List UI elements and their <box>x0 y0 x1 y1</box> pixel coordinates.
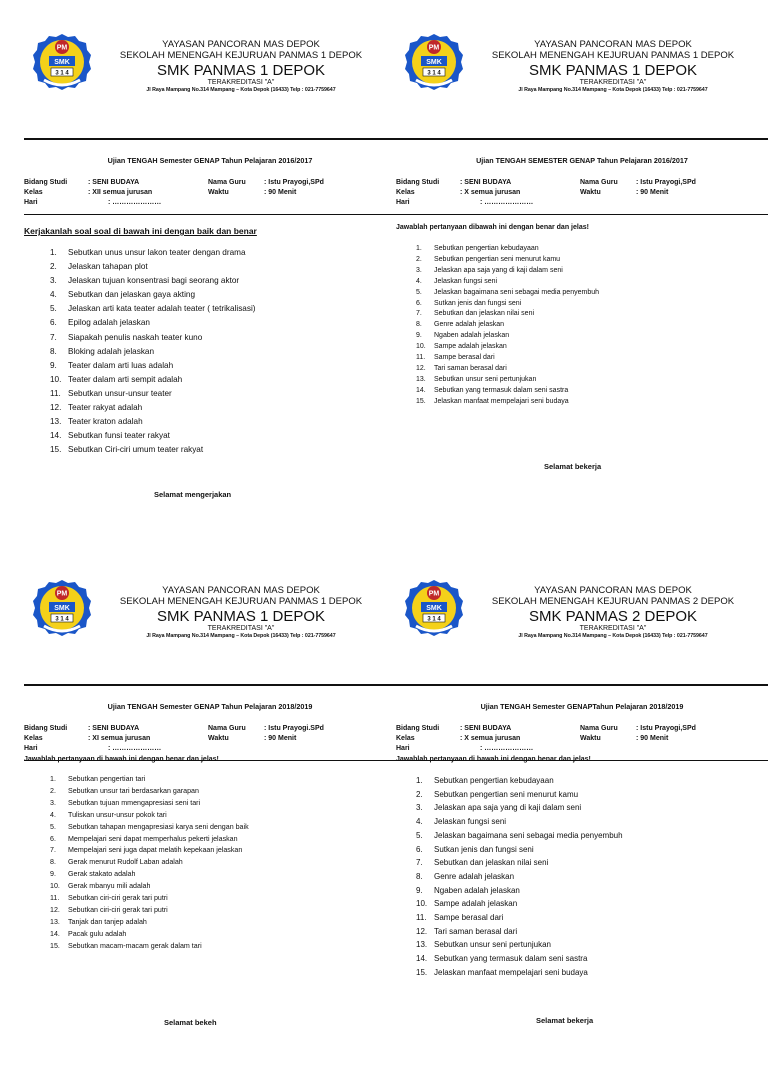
meta-divider <box>24 214 396 215</box>
question-item <box>416 364 599 375</box>
question-item <box>416 938 623 952</box>
question-text: Genre adalah jelaskan <box>434 321 505 329</box>
question-text: Sampe adalah jelaskan <box>434 899 518 909</box>
question-number: 7. <box>416 310 422 318</box>
closing-text: Selamat bekerja <box>536 1016 594 1025</box>
question-text: Sebutkan dan jelaskan nilai seni <box>434 858 549 868</box>
school-header <box>86 40 396 93</box>
exam-meta-right <box>580 178 768 198</box>
question-text: Sebutkan funsi teater rakyat <box>68 431 170 441</box>
teacher-label: Nama Guru <box>580 179 618 186</box>
logo-text-middle: SMK <box>426 605 442 612</box>
question-item <box>50 331 256 345</box>
exam-title: Ujian TENGAH Semester GENAP Tahun Pelajaran 2018/2019 <box>107 702 313 711</box>
question-item <box>416 320 599 331</box>
foundation-name: YAYASAN PANCORAN MAS DEPOK <box>162 585 320 596</box>
accreditation: TERAKREDITASI "A" <box>579 79 647 87</box>
question-number: 15. <box>416 397 426 405</box>
question-text: Sebutkan pengertian tari <box>68 775 146 783</box>
question-item <box>416 952 623 966</box>
question-text: Sebutkan ciri-ciri gerak tari putri <box>68 894 168 903</box>
exam-meta-right <box>208 178 396 198</box>
question-number: 15. <box>50 941 60 950</box>
school-address: Jl Raya Mampang No.314 Mampang – Kota Depok (16433) Telp : 021-7759647 <box>518 87 708 94</box>
question-item <box>50 429 256 443</box>
question-item <box>50 345 256 359</box>
question-item <box>416 829 623 843</box>
foundation-name: YAYASAN PANCORAN MAS DEPOK <box>534 585 692 596</box>
question-number: 5. <box>50 822 56 831</box>
question-text: Jelaskan tahapan plot <box>68 262 148 272</box>
question-text: Ngaben adalah jelaskan <box>434 885 520 895</box>
question-text: Jelaskan apa saja yang di kaji dalam seni <box>434 266 563 274</box>
question-number: 13. <box>416 375 426 383</box>
question-item <box>416 255 599 266</box>
question-number: 12. <box>416 926 428 936</box>
question-number: 3. <box>50 276 57 286</box>
question-number: 1. <box>50 248 57 257</box>
question-item <box>416 870 623 884</box>
meta-divider <box>396 214 768 215</box>
question-text: Sebutkan pengertian seni menurut kamu <box>434 255 561 263</box>
question-number: 6. <box>50 318 57 328</box>
question-item <box>50 443 256 457</box>
question-number: 6. <box>416 299 422 307</box>
exam-meta-left <box>24 178 224 208</box>
exam-title: Ujian TENGAH Semester GENAPTahun Pelajaran 2018/2019 <box>480 702 684 711</box>
question-text: Gerak menurut Rudolf Laban adalah <box>68 858 183 867</box>
teacher-value: : Istu Prayogi,SPd <box>636 725 696 732</box>
question-text: Jelaskan arti kata teater adalah teater ( tetrikalisasi) <box>68 304 256 314</box>
question-number: 6. <box>416 844 423 854</box>
question-item <box>416 288 599 299</box>
question-text: Bloking adalah jelaskan <box>68 346 155 356</box>
question-item <box>50 387 256 401</box>
class-label: Kelas <box>24 735 43 742</box>
logo-text-bottom: 3 1 4 <box>55 70 69 77</box>
question-number: 9. <box>416 332 422 340</box>
question-list <box>50 246 256 457</box>
instruction-text: Kerjakanlah soal soal di bawah ini dengan baik dan benar <box>24 226 257 236</box>
question-number: 11. <box>50 894 60 903</box>
day-value: : ………………… <box>480 199 534 206</box>
class-value: : X semua jurusan <box>460 189 521 196</box>
question-text: Tanjak dan tanjep adalah <box>68 917 147 926</box>
question-text: Sampe berasal dari <box>434 354 495 362</box>
question-item <box>416 966 623 980</box>
question-number: 11. <box>50 388 61 398</box>
question-item <box>50 401 256 415</box>
question-text: Sebutkan dan jelaskan gaya akting <box>68 290 195 300</box>
day-value: : ………………… <box>108 199 162 206</box>
question-text: Sebutkan ciri-ciri gerak tari putri <box>68 905 168 914</box>
question-number: 10. <box>416 343 426 351</box>
question-item <box>50 893 249 905</box>
question-item <box>50 929 249 941</box>
question-number: 15. <box>50 445 62 455</box>
teacher-value: : Istu Prayogi.SPd <box>264 725 324 732</box>
question-list <box>50 774 249 953</box>
question-number: 9. <box>50 360 57 370</box>
question-number: 14. <box>416 386 426 394</box>
question-item <box>50 810 249 822</box>
duration-label: Waktu <box>208 735 229 742</box>
question-number: 2. <box>50 786 56 795</box>
exam-title: Ujian TENGAH SEMESTER GENAP Tahun Pelajaran 2016/2017 <box>476 156 688 165</box>
question-item <box>50 274 256 288</box>
day-label: Hari <box>24 745 38 752</box>
subject-value: : SENI BUDAYA <box>88 179 140 186</box>
logo-text-top: PM <box>428 590 440 598</box>
question-item <box>50 941 249 953</box>
question-item <box>50 774 249 786</box>
question-item <box>50 917 249 929</box>
school-header <box>86 586 396 639</box>
question-number: 2. <box>50 262 57 272</box>
question-item <box>416 309 599 320</box>
logo-text-middle: SMK <box>54 59 70 66</box>
question-number: 1. <box>416 245 422 252</box>
header-divider <box>396 684 768 686</box>
logo-text-middle: SMK <box>426 59 442 66</box>
subject-value: : SENI BUDAYA <box>460 725 512 732</box>
exam-panel-1 <box>24 30 396 530</box>
question-number: 7. <box>50 332 57 342</box>
question-number: 6. <box>50 834 56 843</box>
exam-panel-4 <box>396 576 768 1076</box>
school-short-name: SMK PANMAS 1 DEPOK <box>156 61 326 79</box>
closing-text: Selamat bekeh <box>164 1018 217 1027</box>
question-text: Sebutkan unsur seni pertunjukan <box>434 940 551 950</box>
class-value: : XII semua jurusan <box>88 189 153 196</box>
question-item <box>50 786 249 798</box>
question-number: 13. <box>50 917 60 926</box>
question-number: 13. <box>50 417 62 427</box>
question-text: Sebutkan pengertian kebudayaan <box>434 776 554 785</box>
question-item <box>50 316 256 330</box>
teacher-label: Nama Guru <box>580 725 618 732</box>
accreditation: TERAKREDITASI "A" <box>207 79 275 87</box>
question-item <box>416 244 599 255</box>
closing-text: Selamat mengerjakan <box>154 490 232 499</box>
question-text: Gerak mbanyu mili adalah <box>68 882 151 891</box>
question-text: Sebutkan tahapan mengapresiasi karya seni dengan baik <box>68 822 249 831</box>
question-item <box>50 834 249 846</box>
exam-meta-right <box>208 724 396 744</box>
question-number: 5. <box>416 288 422 296</box>
question-text: Jelaskan manfaat mempelajari seni budaya <box>434 397 569 405</box>
question-list <box>416 774 623 980</box>
question-number: 15. <box>416 967 428 977</box>
question-number: 1. <box>50 775 56 783</box>
question-item <box>416 375 599 386</box>
question-number: 14. <box>416 954 428 964</box>
school-full-name: SEKOLAH MENENGAH KEJURUAN PANMAS 1 DEPOK <box>119 595 363 607</box>
question-number: 10. <box>50 374 62 384</box>
school-short-name: SMK PANMAS 1 DEPOK <box>156 607 326 625</box>
day-label: Hari <box>24 199 38 206</box>
duration-value: : 90 Menit <box>264 735 297 742</box>
logo-text-bottom: 3 1 4 <box>427 70 441 77</box>
day-label: Hari <box>396 199 410 206</box>
question-number: 9. <box>416 885 423 895</box>
duration-value: : 90 Menit <box>636 189 669 196</box>
question-item <box>50 905 249 917</box>
question-text: Tari saman berasal dari <box>434 926 518 936</box>
question-text: Tuliskan unsur-unsur pokok tari <box>68 810 167 819</box>
teacher-value: : Istu Prayogi,SPd <box>264 179 324 186</box>
question-number: 5. <box>416 830 423 840</box>
question-number: 10. <box>416 899 428 909</box>
question-number: 12. <box>50 905 60 914</box>
question-text: Jelaskan fungsi seni <box>434 277 498 285</box>
question-number: 14. <box>50 929 60 938</box>
question-item <box>50 260 256 274</box>
header-divider <box>24 138 396 140</box>
class-value: : XI semua jurusan <box>88 735 151 742</box>
class-label: Kelas <box>396 735 415 742</box>
question-text: Teater dalam arti luas adalah <box>68 360 174 370</box>
question-number: 2. <box>416 789 423 799</box>
subject-label: Bidang Studi <box>396 179 440 186</box>
closing-text: Selamat bekerja <box>544 462 602 471</box>
day-value: : ………………… <box>480 745 534 752</box>
subject-value: : SENI BUDAYA <box>88 725 140 732</box>
question-number: 3. <box>416 803 423 813</box>
question-number: 1. <box>416 776 423 785</box>
school-short-name: SMK PANMAS 2 DEPOK <box>528 607 698 625</box>
teacher-label: Nama Guru <box>208 179 246 186</box>
question-text: Sebutkan unsur seni pertunjukan <box>434 375 537 383</box>
exam-panel-3 <box>24 576 396 1076</box>
question-number: 12. <box>50 403 62 413</box>
question-text: Sutkan jenis dan fungsi seni <box>434 844 534 854</box>
question-text: Mempelajari seni juga dapat melatih kepekaan jelaskan <box>68 846 243 855</box>
logo-text-bottom: 3 1 4 <box>55 616 69 623</box>
question-item <box>50 415 256 429</box>
question-item <box>50 288 256 302</box>
duration-value: : 90 Menit <box>264 189 297 196</box>
question-item <box>416 788 623 802</box>
question-text: Sebutkan unus unsur lakon teater dengan drama <box>68 248 246 257</box>
question-item <box>416 856 623 870</box>
question-text: Jelaskan fungsi seni <box>434 817 507 827</box>
question-text: Jelaskan manfaat mempelajari seni budaya <box>434 967 588 977</box>
question-text: Jelaskan apa saja yang di kaji dalam seni <box>434 803 582 813</box>
instruction-text: Jawablah pertanyaan di bawah ini dengan benar dan jelas! <box>24 756 219 763</box>
school-header <box>458 586 768 639</box>
question-item <box>416 342 599 353</box>
question-number: 4. <box>50 810 56 819</box>
header-divider <box>396 138 768 140</box>
question-text: Sampe berasal dari <box>434 913 504 923</box>
question-number: 4. <box>416 277 422 285</box>
school-logo-icon <box>402 576 466 640</box>
question-item <box>416 801 623 815</box>
question-number: 8. <box>50 858 56 867</box>
question-item <box>50 822 249 834</box>
exam-meta-left <box>396 724 596 754</box>
exam-title: Ujian TENGAH Semester GENAP Tahun Pelajaran 2016/2017 <box>107 156 313 165</box>
question-number: 7. <box>50 846 56 855</box>
school-full-name: SEKOLAH MENENGAH KEJURUAN PANMAS 1 DEPOK <box>491 49 735 61</box>
question-text: Sutkan jenis dan fungsi seni <box>434 299 522 307</box>
question-item <box>50 857 249 869</box>
question-text: Teater kraton adalah <box>68 417 143 427</box>
class-label: Kelas <box>396 189 415 196</box>
school-address: Jl Raya Mampang No.314 Mampang – Kota Depok (16433) Telp : 021-7759647 <box>518 633 708 640</box>
question-text: Teater dalam arti sempit adalah <box>68 374 183 384</box>
school-full-name: SEKOLAH MENENGAH KEJURUAN PANMAS 1 DEPOK <box>119 49 363 61</box>
question-number: 4. <box>50 290 57 300</box>
logo-text-bottom: 3 1 4 <box>427 616 441 623</box>
question-text: Siapakah penulis naskah teater kuno <box>68 332 203 342</box>
question-text: Sebutkan yang termasuk dalam seni sastra <box>434 954 588 964</box>
school-address: Jl Raya Mampang No.314 Mampang – Kota Depok (16433) Telp : 021-7759647 <box>146 633 336 640</box>
question-text: Sebutkan dan jelaskan nilai seni <box>434 310 535 318</box>
question-item <box>416 911 623 925</box>
logo-text-top: PM <box>428 44 440 52</box>
class-label: Kelas <box>24 189 43 196</box>
question-item <box>416 331 599 342</box>
accreditation: TERAKREDITASI "A" <box>579 625 647 633</box>
question-item <box>416 774 623 788</box>
question-number: 7. <box>416 858 423 868</box>
duration-value: : 90 Menit <box>636 735 669 742</box>
question-text: Jelaskan bagaimana seni sebagai media penyembuh <box>434 830 623 840</box>
question-number: 8. <box>416 321 422 329</box>
subject-label: Bidang Studi <box>24 179 68 186</box>
accreditation: TERAKREDITASI "A" <box>207 625 275 633</box>
subject-label: Bidang Studi <box>24 725 68 732</box>
question-number: 10. <box>50 882 60 891</box>
foundation-name: YAYASAN PANCORAN MAS DEPOK <box>162 39 320 50</box>
question-item <box>50 302 256 316</box>
question-item <box>50 359 256 373</box>
question-number: 4. <box>416 817 423 827</box>
question-number: 13. <box>416 940 428 950</box>
question-number: 8. <box>50 346 57 356</box>
subject-value: : SENI BUDAYA <box>460 179 512 186</box>
question-number: 3. <box>416 266 422 274</box>
question-item <box>50 373 256 387</box>
question-item <box>416 277 599 288</box>
school-logo-icon <box>30 30 94 94</box>
duration-label: Waktu <box>580 735 601 742</box>
question-item <box>416 815 623 829</box>
school-header <box>458 40 768 93</box>
question-text: Epilog adalah jelaskan <box>68 318 150 328</box>
question-text: Ngaben adalah jelaskan <box>434 332 510 340</box>
question-item <box>50 798 249 810</box>
question-text: Sebutkan unsur-unsur teater <box>68 388 172 398</box>
question-text: Gerak stakato adalah <box>68 870 136 879</box>
question-text: Mempelajari seni dapat memperhalus pekerti jelaskan <box>68 834 238 843</box>
question-item <box>50 869 249 881</box>
foundation-name: YAYASAN PANCORAN MAS DEPOK <box>534 39 692 50</box>
duration-label: Waktu <box>208 189 229 196</box>
question-text: Sebutkan yang termasuk dalam seni sastra <box>434 386 569 394</box>
subject-label: Bidang Studi <box>396 725 440 732</box>
question-item <box>416 299 599 310</box>
question-item <box>416 266 599 277</box>
question-item <box>50 881 249 893</box>
question-item <box>50 845 249 857</box>
exam-panel-2 <box>396 30 768 530</box>
question-number: 11. <box>416 354 426 362</box>
question-text: Sebutkan pengertian seni menurut kamu <box>434 789 579 799</box>
question-text: Sebutkan pengertian kebudayaan <box>434 245 539 252</box>
question-item <box>416 386 599 397</box>
school-logo-icon <box>30 576 94 640</box>
question-text: Sebutkan tujuan mmengapresiasi seni tari <box>68 798 201 807</box>
school-full-name: SEKOLAH MENENGAH KEJURUAN PANMAS 2 DEPOK <box>491 595 735 607</box>
question-item <box>416 397 599 408</box>
question-text: Sebutkan macam-macam gerak dalam tari <box>68 941 202 950</box>
logo-text-middle: SMK <box>54 605 70 612</box>
day-label: Hari <box>396 745 410 752</box>
teacher-label: Nama Guru <box>208 725 246 732</box>
question-number: 9. <box>50 870 56 879</box>
question-text: Jelaskan bagaimana seni sebagai media penyembuh <box>434 288 599 296</box>
question-text: Pacak gulu adalah <box>68 929 127 938</box>
question-text: Jelaskan tujuan konsentrasi bagi seorang aktor <box>68 276 240 286</box>
question-text: Genre adalah jelaskan <box>434 871 515 881</box>
instruction-text: Jawablah pertanyaan di bawah ini dengan benar dan jelas! <box>396 756 591 763</box>
question-item <box>416 353 599 364</box>
question-number: 14. <box>50 431 62 441</box>
school-short-name: SMK PANMAS 1 DEPOK <box>528 61 698 79</box>
question-item <box>416 884 623 898</box>
question-item <box>50 246 256 260</box>
duration-label: Waktu <box>580 189 601 196</box>
header-divider <box>24 684 396 686</box>
question-number: 2. <box>416 255 422 263</box>
question-text: Sebutkan unsur tari berdasarkan garapan <box>68 786 199 795</box>
school-address: Jl Raya Mampang No.314 Mampang – Kota Depok (16433) Telp : 021-7759647 <box>146 87 336 94</box>
question-text: Tari saman berasal dari <box>434 364 507 372</box>
question-number: 8. <box>416 871 423 881</box>
exam-meta-left <box>396 178 596 208</box>
question-number: 12. <box>416 364 426 372</box>
question-number: 11. <box>416 913 427 923</box>
logo-text-top: PM <box>56 44 68 52</box>
instruction-text: Jawablah pertanyaan dibawah ini dengan benar dan jelas! <box>396 224 589 231</box>
teacher-value: : Istu Prayogi,SPd <box>636 179 696 186</box>
question-item <box>416 897 623 911</box>
question-text: Teater rakyat adalah <box>68 403 143 413</box>
question-list <box>416 244 599 408</box>
exam-meta-left <box>24 724 224 754</box>
question-item <box>416 925 623 939</box>
exam-meta-right <box>580 724 768 744</box>
school-logo-icon <box>402 30 466 94</box>
question-text: Sampe adalah jelaskan <box>434 343 507 351</box>
question-item <box>416 843 623 857</box>
day-value: : ………………… <box>108 745 162 752</box>
question-number: 5. <box>50 304 57 314</box>
question-number: 3. <box>50 798 56 807</box>
question-text: Sebutkan Ciri-ciri umum teater rakyat <box>68 445 204 455</box>
logo-text-top: PM <box>56 590 68 598</box>
class-value: : X semua jurusan <box>460 735 521 742</box>
